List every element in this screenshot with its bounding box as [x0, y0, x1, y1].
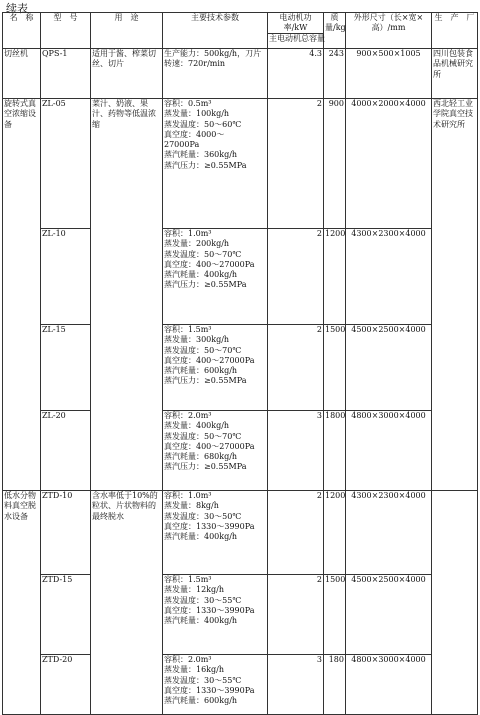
table-row [3, 411, 478, 491]
param-line: 蒸汽耗量：360kg/h [164, 150, 238, 160]
param-line: 蒸汽压力：≥0.55MPa [164, 160, 247, 170]
header-mass: 质量/kg [324, 13, 346, 49]
cell-mass: 1500 [324, 575, 346, 655]
param-line: 生产能力：500kg/h，刀片转速：720r/min [164, 49, 262, 69]
param-line: 27000Pa [164, 140, 200, 150]
param-line: 容积：1.0m³ [164, 491, 212, 500]
param-line: 真空度：1330～3990Pa [164, 521, 255, 531]
param-line: 蒸发量：300kg/h [164, 335, 230, 345]
header-model: 型 号 [41, 13, 91, 49]
equipment-spec-table [2, 12, 478, 715]
header-use: 用 途 [91, 13, 163, 49]
param-line: 蒸发温度：30～55℃ [164, 595, 242, 605]
table-row [3, 491, 478, 575]
table-row [3, 575, 478, 655]
cell-name: 低水分物料真空脱水设备 [3, 491, 41, 715]
cell-params [163, 575, 268, 655]
cell-use: 适用于酱、榨菜切丝、切片 [91, 49, 163, 99]
cell-model: ZL-05 [41, 99, 91, 229]
param-line: 蒸汽耗量：400kg/h [164, 270, 238, 280]
cell-motor: 2 [268, 491, 324, 575]
table-row [3, 99, 478, 229]
header-motor-sub: 主电动机总容量 [269, 34, 325, 43]
param-line: 容积：2.0m³ [164, 655, 212, 664]
cell-model: ZL-20 [41, 411, 91, 491]
cell-use: 含水率低于10%的粒状、片状物料的最终脱水 [91, 491, 163, 715]
cell-motor: 2 [268, 229, 324, 325]
cell-dims: 4500×2500×4000 [346, 575, 432, 655]
param-line: 容积：1.0m³ [164, 229, 212, 238]
param-line: 蒸汽压力：≥0.55MPa [164, 280, 247, 290]
table-row [3, 49, 478, 99]
cell-mass: 180 [324, 655, 346, 715]
cell-maker: 西北轻工业学院真空技术研究所 [432, 99, 478, 491]
param-line: 蒸发温度：50～60℃ [164, 119, 242, 129]
cell-params [163, 49, 268, 99]
param-line: 真空度：1330～3990Pa [164, 605, 255, 615]
cell-mass: 1500 [324, 325, 346, 411]
param-line: 蒸发量：400kg/h [164, 421, 230, 431]
param-line: 蒸发量：8kg/h [164, 501, 219, 511]
param-line: 蒸发量：16kg/h [164, 665, 224, 675]
param-line: 容积：0.5m³ [164, 99, 212, 108]
header-params: 主要技术参数 [163, 13, 268, 49]
cell-motor: 4.3 [268, 49, 324, 99]
cell-params [163, 655, 268, 715]
param-line: 容积：1.5m³ [164, 325, 212, 334]
cell-dims: 4800×3000×4000 [346, 411, 432, 491]
cell-params [163, 325, 268, 411]
cell-model: ZTD-10 [41, 491, 91, 575]
param-line: 蒸汽压力：≥0.55MPa [164, 376, 247, 386]
param-line: 蒸发量：200kg/h [164, 239, 230, 249]
cell-params [163, 491, 268, 575]
param-line: 真空度：400～27000Pa [164, 441, 255, 451]
cell-dims: 4300×2300×4000 [346, 229, 432, 325]
param-line: 蒸发温度：50～70℃ [164, 345, 242, 355]
table-row [3, 229, 478, 325]
cell-model: QPS-1 [41, 49, 91, 99]
cell-params [163, 229, 268, 325]
cell-mass: 1800 [324, 411, 346, 491]
cell-maker [432, 491, 478, 715]
cell-model: ZL-15 [41, 325, 91, 411]
param-line: 真空度：4000～ [164, 129, 225, 139]
param-line: 蒸汽压力：≥0.55MPa [164, 462, 247, 472]
param-line: 容积：2.0m³ [164, 411, 212, 420]
param-line: 蒸汽耗量：680kg/h [164, 452, 238, 462]
cell-model: ZTD-15 [41, 575, 91, 655]
param-line: 真空度：400～27000Pa [164, 259, 255, 269]
param-line: 蒸发量：12kg/h [164, 585, 224, 595]
cell-motor: 3 [268, 655, 324, 715]
param-line: 真空度：400～27000Pa [164, 355, 255, 365]
cell-motor: 2 [268, 575, 324, 655]
cell-mass: 1200 [324, 229, 346, 325]
param-line: 真空度：1330～3990Pa [164, 685, 255, 695]
continued-label: 续表 [6, 2, 28, 15]
header-motor [268, 13, 324, 49]
cell-mass: 900 [324, 99, 346, 229]
cell-dims: 4300×2300×4000 [346, 491, 432, 575]
cell-dims: 900×500×1005 [346, 49, 432, 99]
param-line: 蒸汽耗量：400kg/h [164, 616, 238, 626]
cell-dims: 4000×2000×4000 [346, 99, 432, 229]
param-line: 蒸汽耗量：600kg/h [164, 696, 238, 706]
param-line: 蒸汽耗量：600kg/h [164, 366, 238, 376]
param-line: 容积：1.5m³ [164, 575, 212, 584]
table-row [3, 325, 478, 411]
param-line: 蒸发温度：30～55℃ [164, 675, 242, 685]
param-line: 蒸发量：100kg/h [164, 109, 230, 119]
cell-motor: 2 [268, 99, 324, 229]
cell-name: 切丝机 [3, 49, 41, 99]
cell-params [163, 99, 268, 229]
cell-model: ZL-10 [41, 229, 91, 325]
table-row [3, 655, 478, 715]
cell-motor: 3 [268, 411, 324, 491]
cell-params [163, 411, 268, 491]
cell-dims: 4500×2500×4000 [346, 325, 432, 411]
cell-name: 旋转式真空浓缩设备 [3, 99, 41, 491]
cell-mass: 243 [324, 49, 346, 99]
param-line: 蒸发温度：50～70℃ [164, 431, 242, 441]
param-line: 蒸发温度：30～50℃ [164, 511, 242, 521]
header-name: 名 称 [3, 13, 41, 49]
header-dims: 外形尺寸（长×宽×高）/mm [346, 13, 432, 49]
cell-use: 菜汁、奶液、果汁、药物等低温浓缩 [91, 99, 163, 491]
cell-maker: 四川包装食品机械研究所 [432, 49, 478, 99]
cell-mass: 1200 [324, 491, 346, 575]
cell-motor: 2 [268, 325, 324, 411]
cell-dims: 4800×3000×4000 [346, 655, 432, 715]
param-line: 蒸发温度：50～70℃ [164, 249, 242, 259]
cell-model: ZTD-20 [41, 655, 91, 715]
param-line: 蒸汽耗量：400kg/h [164, 532, 238, 542]
header-maker: 生 产 厂 [432, 13, 478, 49]
header-motor-label: 电动机功率/kW [268, 13, 323, 34]
